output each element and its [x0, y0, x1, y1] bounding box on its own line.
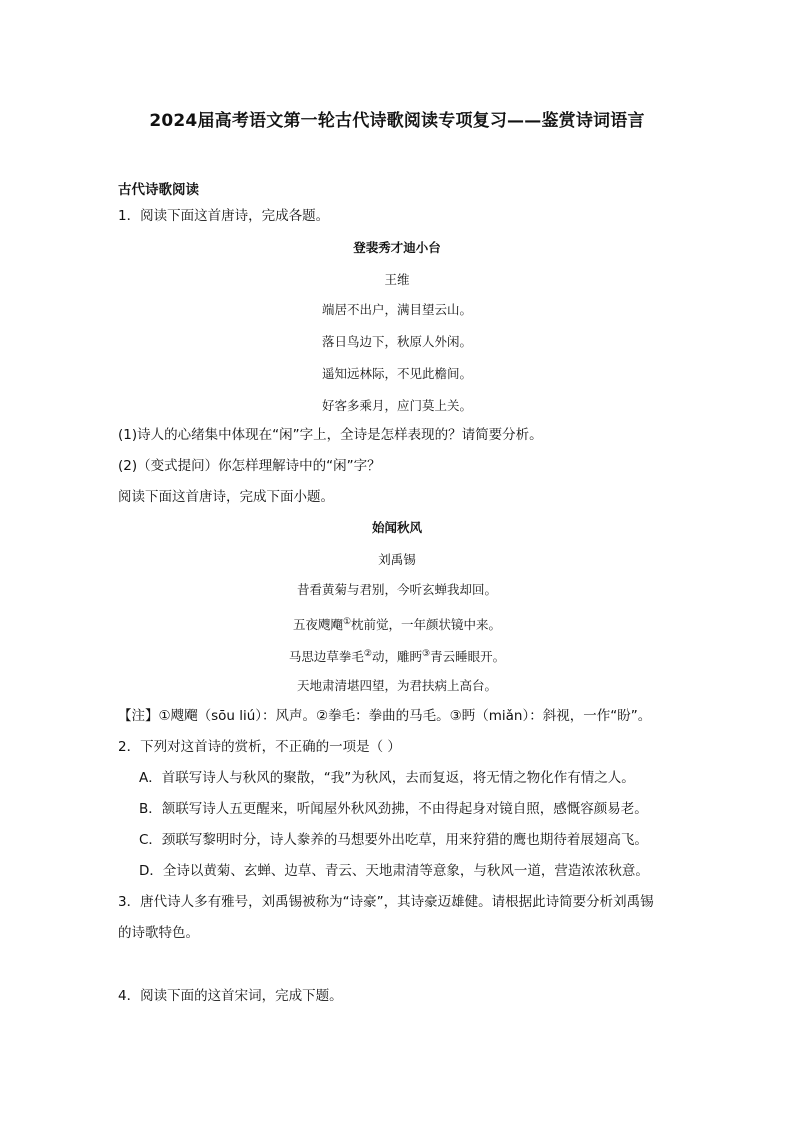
q1-sub1: (1)诗人的心绪集中体现在“闲”字上，全诗是怎样表现的？请简要分析。 [118, 427, 543, 443]
q3-line: 3．唐代诗人多有雅号，刘禹锡被称为“诗豪”，其诗豪迈雄健。请根据此诗简要分析刘禹锡 [118, 894, 654, 910]
q4-intro: 4．阅读下面的这首宋词，完成下题。 [118, 988, 343, 1004]
poem2-text: 马思边草拳毛 [288, 649, 364, 665]
poem1-line: 好客多乘月，应门莫上关。 [321, 398, 472, 413]
poem2-text: 青云睡眼开。 [430, 649, 506, 665]
q1-sub2: (2)（变式提问）你怎样理解诗中的“闲”字？ [118, 458, 381, 474]
footnote-marker: ③ [422, 649, 431, 659]
q2-option-a: A．首联写诗人与秋风的聚散，“我”为秋风，去而复返，将无情之物化作有情之人。 [139, 770, 635, 786]
poem1-title: 登裴秀才迪小台 [353, 240, 441, 255]
poem2-line: 昔看黄菊与君别，今听玄蝉我却回。 [296, 582, 497, 597]
poem2-text: 五夜飕飗 [292, 617, 343, 633]
poem2-line: 天地肃清堪四望，为君扶病上高台。 [296, 678, 497, 693]
q2-option-b: B．颔联写诗人五更醒来，听闻屋外秋风劲拂，不由得起身对镜自照，感慨容颜易老。 [139, 801, 648, 817]
section-heading: 古代诗歌阅读 [118, 182, 199, 198]
poem2-intro: 阅读下面这首唐诗，完成下面小题。 [118, 489, 334, 505]
poem2-text: 动，雕眄 [371, 649, 422, 665]
q3-line: 的诗歌特色。 [118, 925, 199, 941]
poem2-text: 枕前觉，一年颜状镜中来。 [351, 617, 502, 633]
poem1-line: 端居不出户，满目望云山。 [321, 302, 472, 317]
q2-option-d: D．全诗以黄菊、玄蝉、边草、青云、天地肃清等意象，与秋风一道，营造浓浓秋意。 [139, 863, 649, 879]
poem1-line: 遥知远林际，不见此檐间。 [321, 366, 472, 381]
footnote-marker: ① [342, 617, 352, 627]
poem2-author: 刘禹锡 [378, 552, 416, 567]
poem1-line: 落日鸟边下，秋原人外闲。 [321, 334, 472, 349]
poem2-title: 始闻秋风 [371, 520, 422, 535]
poem2-line [0, 612, 794, 635]
q2-stem: 2．下列对这首诗的赏析，不正确的一项是（ ） [118, 739, 401, 755]
document-title: 2024届高考语文第一轮古代诗歌阅读专项复习——鉴赏诗词语言 [149, 111, 645, 131]
q2-option-c: C．颈联写黎明时分，诗人豢养的马想要外出吃草，用来狩猎的鹰也期待着展翅高飞。 [139, 832, 648, 848]
footnote-marker: ② [363, 649, 372, 659]
poem2-note: 【注】①飕飗（sōu liú）：风声。②拳毛：拳曲的马毛。③眄（miǎn）：斜视，一作“盼”。 [118, 708, 652, 724]
poem1-author: 王维 [384, 272, 410, 287]
poem2-line [0, 644, 794, 667]
q1-intro: 1．阅读下面这首唐诗，完成各题。 [118, 208, 330, 224]
